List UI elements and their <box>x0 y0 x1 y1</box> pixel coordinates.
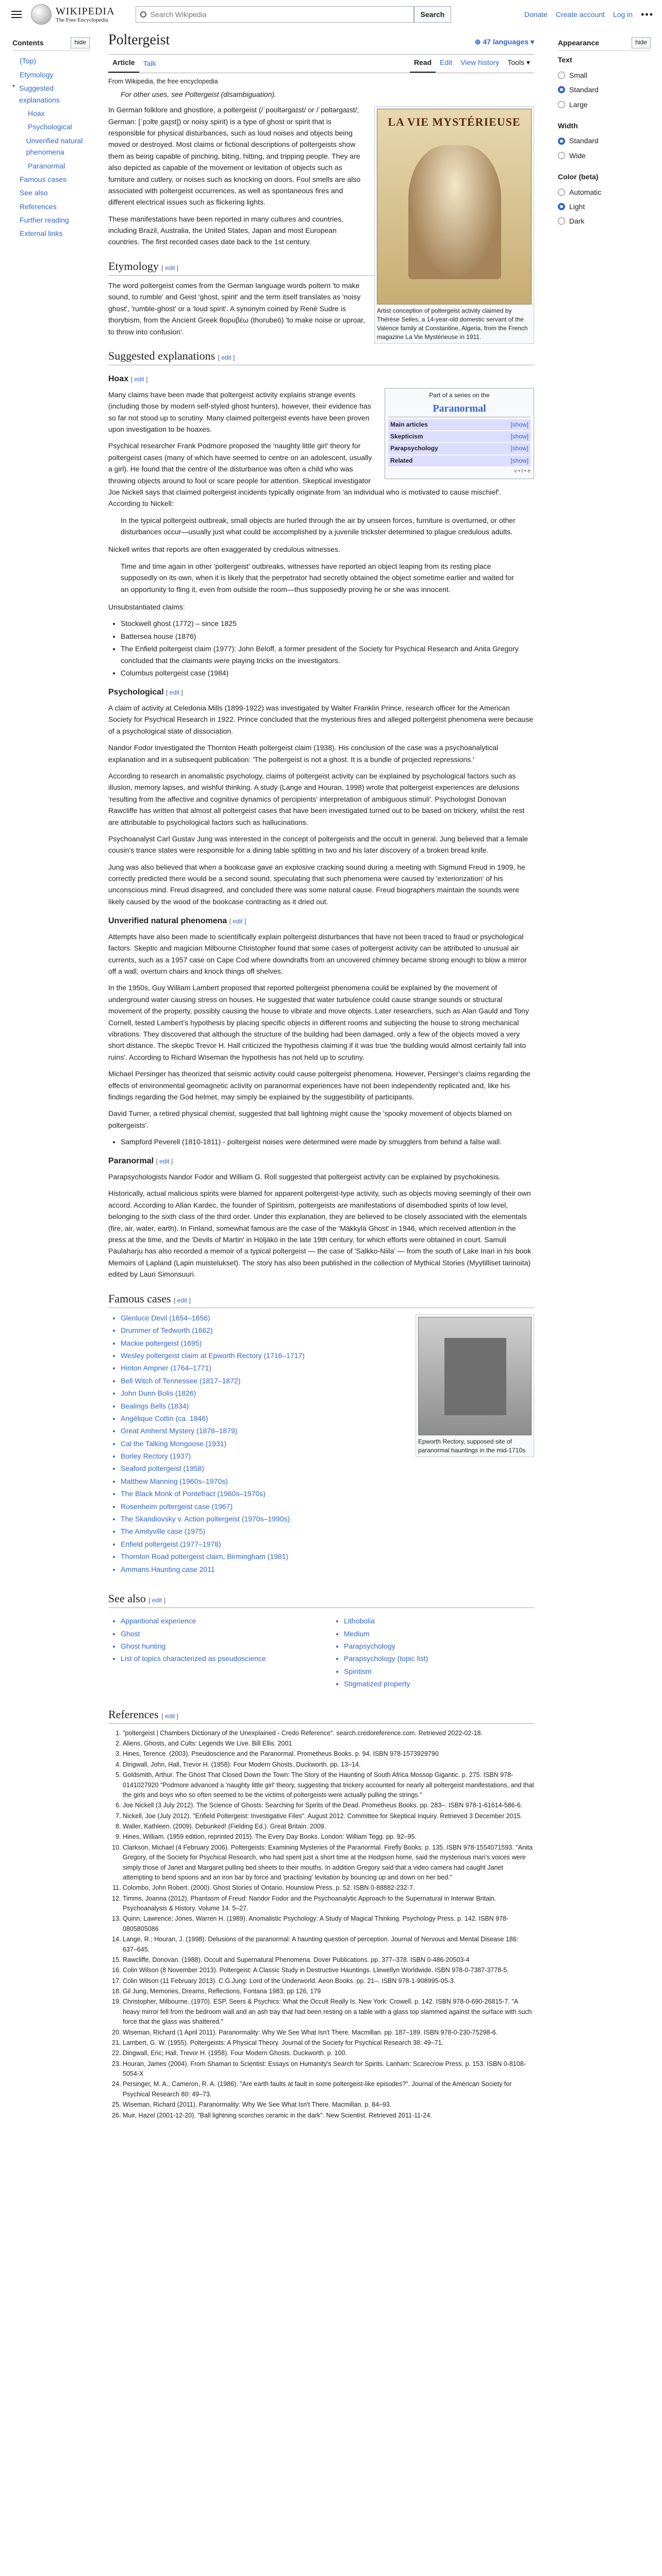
tab-edit[interactable]: Edit <box>440 58 453 67</box>
navbox-row[interactable] <box>388 431 531 442</box>
radio-option[interactable] <box>558 185 651 199</box>
lead-image-caption: Artist conception of poltergeist activity claimed by Thérèse Selles, a 14-year-old domestic servant of the Valence family at Constantine, Algeria, from the French magazine La Vie Mystérieuse in 1911. <box>377 307 528 341</box>
magazine-title: LA VIE MYSTÉRIEUSE <box>388 115 521 129</box>
list-item[interactable]: • List of topics characterized as pseudoscience <box>121 1653 311 1664</box>
psychological-paragraph: Psychoanalyst Carl Gustav Jung was interested in the concept of poltergeists and the occult in general. Jung believed that a female cousin's trance states were responsible for a dining table splitting in two and his later discovery of a broken bread knife. <box>108 834 528 855</box>
edit-section-link[interactable]: edit <box>134 376 144 383</box>
list-item[interactable]: • Bealings Bells (1834) <box>121 1400 534 1412</box>
edit-section-link[interactable]: edit <box>221 354 231 362</box>
list-item[interactable]: • The Amityville case (1975) <box>121 1526 534 1537</box>
more-options-icon[interactable]: ••• <box>641 9 654 20</box>
list-item: 7. Nickell, Joe (July 2012). "Enfield Poltergeist: Investigative Files". August 2012. Committee for Skeptical Inquiry. Retrieved 3 December 2015. <box>123 1811 534 1821</box>
table-of-contents <box>12 37 90 241</box>
natural-paragraph: David Turner, a retired physical chemist, suggested that ball lightning might cause the 'spooky movement of objects blamed on poltergeists'. <box>108 1109 512 1129</box>
text-size-group <box>558 54 651 112</box>
list-item: 24. Persinger, M. A., Cameron, R. A. (1986). "Are earth faults at fault in some poltergeist-like episodes?". Journal of the American Society for Psychical Research 80: 49–73. <box>123 2079 534 2099</box>
list-item: 11. Colombo, John Robert. (2000). Ghost Stories of Ontario. Hounslow Press. p. 52. ISBN 0-88882-232-7. <box>123 1883 534 1893</box>
search-button[interactable]: Search <box>414 6 452 23</box>
list-item: 26. Muir, Hazel (2001-12-20). "Ball lightning scorches ceramic in the dark". New Scientist. Retrieved 2011-11-24. <box>123 2111 534 2121</box>
list-item: 22. Dingwall, Eric; Hall, Trevor H. (1958). Four Modern Ghosts. Duckworth. p. 100. <box>123 2048 534 2058</box>
radio-circle-icon[interactable] <box>558 217 565 225</box>
list-item: • Columbus poltergeist case (1984) <box>121 667 534 679</box>
list-item: 14. Lange, R.; Houran, J. (1998). Delusions of the paranormal: A haunting question of perception. Journal of Nervous and Mental Disease 186: 637–645. <box>123 1935 534 1955</box>
edit-section-link[interactable]: edit <box>164 1712 175 1720</box>
navbox-row[interactable] <box>388 455 531 466</box>
list-item[interactable]: • Ghost <box>121 1628 311 1639</box>
toc-item[interactable] <box>12 120 90 133</box>
psychological-paragraph: According to research in anomalistic psychology, claims of poltergeist activity can be explained by psychological factors such as illusion, memory lapses, and wishful thinking. A study (Lange and Houran, 1998) wrote that poltergeist experiences are delusions 'resulting from the affective and cognitive dynamics of percipients' interpretation of ambiguous stimuli'. Psychologist Donovan Rawcliffe has written that almost all poltergeist cases that have been investigated turned out to be based on trickery, whilst the rest are attributable to psychological factors such as hallucinations. <box>108 771 525 826</box>
list-item[interactable]: • Rosenheim poltergeist case (1967) <box>121 1501 534 1512</box>
radio-circle-icon[interactable] <box>558 189 565 196</box>
toc-item[interactable] <box>12 173 90 186</box>
list-item[interactable]: • Mackie poltergeist (1695) <box>121 1337 534 1349</box>
radio-option[interactable] <box>558 68 651 82</box>
list-item[interactable]: • The Skandiovsky v. Action poltergeist (1970s–1990s) <box>121 1513 534 1524</box>
magazine-cover-image[interactable] <box>377 109 532 304</box>
list-item[interactable]: • Stigmatized property <box>344 1678 534 1689</box>
section-heading-see-also: See also [ edit ] <box>108 1589 534 1608</box>
radio-option[interactable] <box>558 97 651 112</box>
appearance-title: Appearance <box>558 39 600 47</box>
list-item[interactable]: • Enfield poltergeist (1977–1978) <box>121 1538 534 1550</box>
list-item[interactable]: • Parapsychology (topic list) <box>344 1653 534 1664</box>
radio-option[interactable] <box>558 199 651 214</box>
paranormal-paragraph: Parapsychologists Nandor Fodor and William G. Roll suggested that poltergeist activity can be explained by psychokinesis. <box>108 1173 501 1181</box>
paranormal-navbox <box>385 388 534 479</box>
list-item: 3. Hines, Terence. (2003). Pseudoscience and the Paranormal. Prometheus Books. p. 94. ISBN 978-1573929790 <box>123 1749 534 1759</box>
list-item[interactable]: • Medium <box>344 1628 534 1639</box>
width-label: Width <box>558 121 578 130</box>
tab-talk[interactable]: Talk <box>143 59 156 68</box>
radio-circle-icon[interactable] <box>558 138 565 145</box>
unsubstantiated-label: Unsubstantiated claims: <box>108 603 185 612</box>
toc-item-label[interactable]: Famous cases <box>20 175 67 183</box>
toc-item[interactable] <box>12 200 90 213</box>
navbox-show-toggle[interactable]: [show] <box>510 456 528 464</box>
navbox-row-label: Skepticism <box>390 433 423 440</box>
toc-item-label[interactable]: External links <box>20 229 63 238</box>
appearance-panel <box>558 37 651 237</box>
list-item: 18. Gil Jung, Memories, Dreams, Reflections, Fontana 1983, pp 126, 179 <box>123 1987 534 1996</box>
navbox-row-label: Related <box>390 456 413 464</box>
section-heading-famous-cases: Famous cases [ edit ] <box>108 1290 534 1308</box>
section-heading-etymology: Etymology [ edit ] <box>108 257 534 276</box>
top-header <box>0 0 662 29</box>
hatnote: For other uses, see Poltergeist (disambiguation). <box>121 90 276 98</box>
radio-circle-icon[interactable] <box>558 72 565 79</box>
radio-label: Standard <box>569 137 599 145</box>
radio-label: Standard <box>569 86 599 94</box>
chevron-down-icon <box>12 174 18 185</box>
page-tabs <box>108 55 534 73</box>
list-item[interactable]: • Matthew Manning (1960s–1970s) <box>121 1476 534 1487</box>
hoax-paragraph: Psychical researcher Frank Podmore proposed the 'naughty little girl' theory for poltergeist cases (many of which have seemed to centre on an adolescent, usually a girl). He found that the centre of the disturbance was often a child who was throwing objects around to fool or scare people for attention. Skeptical investigator Joe Nickell says that claimed poltergeist incidents typically originate from 'an individual who is motivated to cause mischief'. According to Nickell: <box>108 442 501 508</box>
paranormal-paragraph: Historically, actual malicious spirits were blamed for apparent poltergeist-type activity, such as objects moving seemingly of their own accord. According to Allan Kardec, the founder of Spiritism, poltergeists are manifestations of disembodied spirits of low level, belonging to the sixth class of the third order. Under this explanation, they are believed to be closely associated with the elementals (fire, air, water, earth). In Finland, somewhat famous are the case of the 'Mäkkylä Ghost' in 1946, which received attention in the press at the time, and the 'Devils of Martin' in Höljäkö in the late 19th century, for which efforts were obtained in court. Samuli Paulaharju has also recorded a memoir of a typical poltergeist — the case of 'Salkko-Niila' — from the south of Lake Inari in his book Memoirs of Lapland (Lapin muistelukset). The story has also been published in the collection of Mythical Stories (Myytilliset tarinoita) edited by Lauri Simonsuuri. <box>108 1189 532 1279</box>
toc-item[interactable] <box>12 134 90 159</box>
width-group <box>558 120 651 163</box>
hoax-paragraph: Many claims have been made that poltergeist activity explains strange events (including those by modern self-styled ghost hunters), however, their evidence has so far not stood up to scrutiny. Many claimed poltergeist events have been proven upon investigation to be hoaxes. <box>108 390 371 433</box>
section-heading-suggested-explanations: Suggested explanations [ edit ] <box>108 347 534 365</box>
search-icon <box>140 11 146 18</box>
article-main <box>108 29 534 2121</box>
languages-button[interactable]: ⊕ 47 languages ▾ <box>474 38 534 46</box>
psychological-paragraph: Nandor Fodor investigated the Thornton Heath poltergeist claim (1938). His conclusion of the case was a psychoanalytical explanation and in a subsequent publication: 'The poltergeist is not a ghost. It is a bundle of projected repressions.' <box>108 743 499 764</box>
list-item[interactable]: • Hinton Ampner (1764–1771) <box>121 1362 534 1374</box>
radio-label: Small <box>569 71 588 79</box>
radio-label: Wide <box>569 151 586 160</box>
navbox-vte[interactable]: v • t • e <box>514 468 531 474</box>
edit-section-link[interactable]: edit <box>233 918 243 925</box>
navbox-part-of: Part of a series on the <box>429 391 490 399</box>
list-item[interactable]: • Great Amherst Mystery (1878–1879) <box>121 1425 534 1436</box>
list-item[interactable]: • Angélique Cottin (ca. 1846) <box>121 1413 534 1424</box>
list-item: 15. Rawcliffe, Donovan. (1988). Occult and Supernatural Phenomena. Dover Publications. pp. 377–378. ISBN 0-486-20503-4 <box>123 1955 534 1965</box>
navbox-row[interactable] <box>388 419 531 430</box>
toc-item-label[interactable]: See also <box>20 189 48 197</box>
edit-section-link[interactable]: edit <box>169 689 180 697</box>
tab-article[interactable]: Article <box>108 54 139 72</box>
chevron-down-icon <box>12 214 18 226</box>
natural-paragraph: In the 1950s, Guy William Lambert proposed that reported poltergeist phenomena could be explained by the movement of underground water causing stress on houses. He suggested that water turbulence could cause strange sounds or structural movement of the property, possibly causing the house to vibrate and move objects. Later researchers, such as Alan Gauld and Tony Cornell, tested Lambert's hypothesis by placing specific objects in different rooms and subjecting the house to strong mechanical vibrations. They discovered that although the structure of the building had been damaged, only a few of the objects moved a very short distance. The skeptic Trevor H. Hall criticized the hypothesis claiming if it was true 'the building would almost certainly fall into ruins'. According to Richard Wiseman the hypothesis has not held up to scrutiny. <box>108 984 529 1061</box>
list-item[interactable]: • Lithobolia <box>344 1615 534 1626</box>
list-item: 2. Aliens, Ghosts, and Cults: Legends We Live. Bill Ellis. 2001 <box>123 1739 534 1749</box>
list-item: 8. Waller, Kathleen. (2009). Debunked! (Fielding Ed.). Great Britain. 2009. <box>123 1822 534 1832</box>
section-heading-paranormal: Paranormal [ edit ] <box>108 1157 173 1166</box>
chevron-down-icon <box>12 201 18 212</box>
toc-item-label[interactable]: Etymology <box>20 70 54 79</box>
chevron-down-icon <box>12 228 18 239</box>
psychological-paragraph: A claim of activity at Celedonia Mills (1899-1922) was investigated by Walter Franklin Prince, research officer for the American Society for Psychical Research in 1922. Prince concluded that the mysterious fires and alleged poltergeist phenomena were because of a psychological state of dissociation. <box>108 703 534 735</box>
list-item[interactable]: • The Black Monk of Pontefract (1960s–1970s) <box>121 1488 534 1499</box>
list-item: 9. Hines, William. (1959 edition, reprinted 2015). The Every Day Books. London: William Tegg. pp. 92–95. <box>123 1832 534 1842</box>
list-item: 25. Wiseman, Richard (2011). Paranormality: Why We See What Isn't There. Macmillan. p. 84–93. <box>123 2100 534 2110</box>
edit-section-link[interactable]: edit <box>159 1158 170 1165</box>
login-link[interactable]: Log in <box>613 10 633 19</box>
toc-item-label[interactable]: Suggested explanations <box>19 84 60 104</box>
list-item[interactable]: • Cal the Talking Mongoose (1931) <box>121 1438 534 1449</box>
list-item: 4. Dingwall, John, Hall, Trevor H. (1958). Four Modern Ghosts. Duckworth. pp. 13–14. <box>123 1760 534 1770</box>
radio-label: Large <box>569 100 588 109</box>
etymology-paragraph: The word poltergeist comes from the German language words poltern 'to make sound, to rumble' and Geist 'ghost, spirit' and the term itself translates as 'noisy ghost', 'rumble-ghost' or a 'loud spirit'. A synonym coined by René Sudre is thorybism, from the Ancient Greek θορυβέω (thorubeō) 'to make noise or uproar, to throw into confusion'. <box>108 281 365 336</box>
toc-hide-button[interactable]: hide <box>71 37 90 48</box>
toc-item[interactable] <box>12 159 90 173</box>
list-item: 10. Clarkson, Michael (4 February 2006). Poltergeists: Examining Mysteries of the Paranormal. Firefly Books. p. 135. ISBN 978-1554071593. "Anita Gregory, of the Society for Psychical Research, who had spent just a short time at the Hodgson home, said the mysterious man's voices were simply those of Janet and Margaret pulling bed sheets to their mouths. In addition Gregory said that a video camera had caught Janet attempting to bend spoons and an iron bar by force and 'practising' levitation by bouncing up and down on her bed." <box>123 1843 534 1883</box>
list-item[interactable]: • Ghost hunting <box>121 1640 311 1652</box>
edit-section-link[interactable]: edit <box>152 1596 162 1604</box>
list-item: 1. "poltergeist | Chambers Dictionary of the Unexplained - Credo Reference". search.credoreference.com. Retrieved 2022-02-18. <box>123 1728 534 1738</box>
donate-link[interactable]: Donate <box>524 10 548 19</box>
radio-option[interactable] <box>558 214 651 228</box>
chevron-down-icon <box>12 55 18 66</box>
list-item: 23. Houran, James (2004). From Shaman to Scientist: Essays on Humanity's Search for Spirits. Lanham: Scarecrow Press. p. 153. ISBN 0-8108-5054-X <box>123 2059 534 2079</box>
color-group <box>558 171 651 229</box>
chevron-down-icon[interactable]: ▾ <box>12 83 15 90</box>
section-heading-hoax: Hoax [ edit ] <box>108 375 148 384</box>
epworth-image-caption: Epworth Rectory, supposed site of paranormal hauntings in the mid-1710s <box>418 1437 526 1454</box>
toc-item[interactable] <box>12 227 90 240</box>
toc-item-label[interactable]: Further reading <box>20 216 69 225</box>
list-item: • Battersea house (1876) <box>121 631 534 642</box>
toc-item[interactable] <box>12 107 90 120</box>
radio-circle-icon[interactable] <box>558 101 565 108</box>
list-item[interactable]: • Ammans Haunting case 2011 <box>121 1564 534 1575</box>
toc-item-label[interactable]: Paranormal <box>28 161 65 170</box>
tab-tools[interactable]: Tools ▾ <box>507 58 530 67</box>
list-item: • Sampford Peverell (1810-1811) - poltergeist noises were determined were made by smugglers from behind a false wall. <box>121 1136 534 1147</box>
list-item[interactable]: • Bell Witch of Tennessee (1817–1872) <box>121 1375 534 1386</box>
main-menu-button[interactable] <box>8 6 25 23</box>
navbox-row-label: Parapsychology <box>390 445 438 452</box>
list-item: • The Enfield poltergeist claim (1977): John Beloff, a former president of the Society for Psychical Research and Anita Gregory concluded that the claimants were playing tricks on the investigators. <box>121 643 534 666</box>
list-item[interactable]: • Apparitional experience <box>121 1615 311 1626</box>
page-title: Poltergeist <box>108 32 170 48</box>
toc-item[interactable] <box>12 68 90 81</box>
tab-view-history[interactable]: View history <box>460 58 500 67</box>
from-wikipedia: From Wikipedia, the free encyclopedia <box>108 77 218 85</box>
section-heading-references: References [ edit ] <box>108 1705 534 1724</box>
list-item[interactable]: • Parapsychology <box>344 1640 534 1652</box>
list-item: 5. Goldsmith, Arthur. The Ghost That Closed Down the Town: The Story of the Haunting of South Africa Mossop Gigantic. p. 275. ISBN 978-0141027920 "Podmore advanced a 'naughty little girl' theory, suggesting that trickery accounted for nearly all poltergeist manifestations, and that the girls and boys who so often seemed to be the victims of poltergeists were actually pulling the strings." <box>123 1770 534 1800</box>
list-item: 19. Christopher, Milbourne. (1970). ESP, Seers & Psychics: What the Occult Really Is. New York: Crowell. p. 142. ISBN 978-0-690-26815-7. "A heavy mirror fell from the bedroom wall and an ash tray that had been resting on a table with a glass top slammed against the surface with such force that the glass was shattered." <box>123 1997 534 2027</box>
chevron-down-icon <box>21 160 26 172</box>
edit-section-link[interactable]: edit <box>177 1296 188 1304</box>
logo-tagline: The Free Encyclopedia <box>56 16 109 23</box>
create-account-link[interactable]: Create account <box>555 10 605 19</box>
list-item: 17. Colin Wilson (11 February 2013). C.G.Jung: Lord of the Underworld. Aeon Books. pp. 21–. ISBN 978-1-908995-05-3. <box>123 1976 534 1986</box>
section-heading-psychological: Psychological [ edit ] <box>108 688 183 697</box>
radio-circle-icon[interactable] <box>558 203 565 210</box>
radio-label: Light <box>569 202 585 211</box>
unsubstantiated-list <box>121 618 534 679</box>
list-item[interactable]: • John Dunn Bolis (1826) <box>121 1387 534 1399</box>
radio-option[interactable] <box>558 82 651 97</box>
natural-paragraph: Attempts have also been made to scientifically explain poltergeist disturbances that have not been traced to fraud or psychological factors. Skeptic and magician Milbourne Christopher found that some cases of poltergeist activity can be attributed to unusual air currents, such as a 1957 case on Cape Cod where downdrafts from an uncovered chimney became strong enough to blow a mirror off a wall, overturn chairs and knock things off shelves. <box>108 932 527 975</box>
natural-list <box>121 1136 534 1147</box>
magazine-illustration <box>408 145 501 279</box>
toc-item-label[interactable]: Psychological <box>28 123 72 131</box>
list-item: 13. Quinn, Lawrence; Jones, Warren H. (1989). Anomalistic Psychology: A Study of Magical Thinking. Psychology Press. p. 142. ISBN 978-0805805086 <box>123 1914 534 1934</box>
lead-image-box <box>374 106 534 344</box>
intro-paragraph: These manifestations have been reported in many cultures and countries, including Brazil, Australia, the United States, Japan and most European countries. The first recorded cases date back to the 1st century. <box>108 214 344 246</box>
list-item: 16. Colin Wilson (8 November 2013). Poltergeist: A Classic Study in Destructive Hauntings. Llewellyn Worldwide. ISBN 978-0-7387-3778-5. <box>123 1965 534 1975</box>
list-item[interactable]: • Seaford poltergeist (1958) <box>121 1463 534 1474</box>
radio-circle-icon[interactable] <box>558 152 565 159</box>
toc-item[interactable] <box>12 81 90 107</box>
references-list <box>108 1728 534 2121</box>
toc-item[interactable] <box>12 186 90 199</box>
toc-item-label[interactable]: References <box>20 202 57 211</box>
text-size-label: Text <box>558 56 572 64</box>
toc-title: Contents <box>12 39 44 47</box>
toc-item[interactable] <box>12 54 90 67</box>
radio-label: Dark <box>569 217 585 226</box>
epworth-image-box <box>416 1314 534 1458</box>
navbox-row[interactable] <box>388 443 531 454</box>
list-item: 12. Timms, Joanna (2012). Phantasm of Freud: Nandor Fodor and the Psychoanalytic Approach to the Supernatural in Interwar Britain. Psychoanalysis & History. Volume 14. 5–27. <box>123 1894 534 1914</box>
edit-section-link[interactable]: edit <box>164 264 175 272</box>
radio-label: Automatic <box>569 188 602 196</box>
list-item: • Stockwell ghost (1772) – since 1825 <box>121 618 534 629</box>
list-item[interactable]: • Spiritism <box>344 1666 534 1677</box>
list-item: 20. Wiseman, Richard (1 April 2011). Paranormality: Why We See What Isn't There. Macmillan. pp. 187–189. ISBN 978-0-230-75298-6. <box>123 2028 534 2038</box>
radio-circle-icon[interactable] <box>558 86 565 93</box>
appearance-hide-button[interactable]: hide <box>632 37 651 48</box>
navbox-show-toggle[interactable]: [show] <box>510 420 528 428</box>
list-item[interactable]: • Drummer of Tedworth (1662) <box>121 1325 534 1336</box>
toc-item-label[interactable]: (Top) <box>20 57 36 65</box>
chevron-down-icon <box>21 135 24 158</box>
list-item[interactable]: • Glenluce Devil (1654–1656) <box>121 1312 534 1324</box>
toc-item-label[interactable]: Hoax <box>28 109 45 117</box>
wikipedia-logo[interactable] <box>31 4 115 25</box>
list-item[interactable]: • Borley Rectory (1937) <box>121 1450 534 1462</box>
navbox-row-label: Main articles <box>390 420 428 428</box>
search-box <box>136 6 414 23</box>
navbox-show-toggle[interactable]: [show] <box>510 445 528 452</box>
natural-paragraph: Michael Persinger has theorized that seismic activity could cause poltergeist phenomena. However, Persinger's claims regarding the effects of environmental geomagnetic activity on paranormal experiences have not been independently replicated and, like his findings regarding the God helmet, may simply be explained by the suggestibility of participants. <box>108 1070 531 1101</box>
nickell-quote: Time and time again in other 'poltergeist' outbreaks, witnesses have reported an object leaping from its resting place supposedly on its own, when it is likely that the perpetrator had secretly obtained the object sometime earlier and waited for an opportunity to fling it, even from outside the room—thus supposedly proving he or she was innocent. <box>121 562 514 594</box>
search-input[interactable] <box>151 9 409 20</box>
navbox-show-toggle[interactable]: [show] <box>510 433 528 440</box>
chevron-down-icon <box>21 108 26 119</box>
list-item: 21. Lambert, G. W. (1955). Poltergeists: A Physical Theory. Journal of the Society for Psychical Research 38: 49–71. <box>123 2038 534 2048</box>
hoax-paragraph: Nickell writes that reports are often exaggerated by credulous witnesses. <box>108 545 340 554</box>
navbox-title[interactable]: Paranormal <box>388 400 531 417</box>
list-item[interactable]: • Thornton Road poltergeist claim, Birmingham (1981) <box>121 1551 534 1562</box>
chevron-down-icon <box>12 187 18 198</box>
list-item: 6. Joe Nickell (3 July 2012). The Science of Ghosts: Searching for Spirits of the Dead. Prometheus Books. pp. 283–. ISBN 978-1-61614-586-6. <box>123 1801 534 1810</box>
see-also-columns <box>108 1612 534 1696</box>
chevron-down-icon <box>12 69 18 80</box>
toc-item[interactable] <box>12 213 90 227</box>
section-heading-natural-phenomena: Unverified natural phenomena [ edit ] <box>108 917 246 926</box>
list-item[interactable]: • Wesley poltergeist claim at Epworth Rectory (1716–1717) <box>121 1350 534 1361</box>
chevron-down-icon <box>21 121 26 132</box>
radio-option[interactable] <box>558 133 651 148</box>
psychological-paragraph: Jung was also believed that when a bookcase gave an explosive cracking sound during a meeting with Sigmund Freud in 1909, he correctly predicted there would be a second sound, speculating that such phenomena were caused by 'exteriorization' of his unconscious mind. Freud disagreed, and concluded there was some natural cause. Freud biographers maintain the sounds were likely caused by the wood of the bookcase contracting as it dried out. <box>108 862 525 906</box>
intro-paragraph: In German folklore and ghostlore, a poltergeist (/ˈpoʊltərɡaɪst/ or /ˈpɒltərɡaɪst/; German: [ˈpɔltɐˌɡaɪ̯st]) or noisy spirit) is a type of ghost or spirit that is responsible for physical disturbances, such as loud noises and objects being moved or destroyed. Most claims or fictional descriptions of poltergeists show them as being capable of pinching, biting, hitting, and tripping people. They are also depicted as capable of the movement or levitation of objects such as furniture and cutlery, or noises such as knocking on doors. Foul smells are also associated with poltergeist occurrences, as well as spontaneous fires and different electrical issues such as flickering lights. <box>108 106 361 207</box>
color-label: Color (beta) <box>558 173 599 181</box>
tab-read[interactable]: Read <box>410 54 436 72</box>
nickell-quote: In the typical poltergeist outbreak, small objects are hurled through the air by unseen forces, furniture is overturned, or other disturbances occur—usually just what could be accomplished by a juvenile trickster determined to plague credulous adults. <box>121 516 516 536</box>
epworth-rectory-image[interactable] <box>418 1317 532 1435</box>
globe-icon <box>31 4 52 25</box>
radio-option[interactable] <box>558 148 651 163</box>
toc-item-label[interactable]: Unverified natural phenomena <box>26 136 83 157</box>
logo-wordmark: WIKIPEDIA <box>56 5 115 17</box>
